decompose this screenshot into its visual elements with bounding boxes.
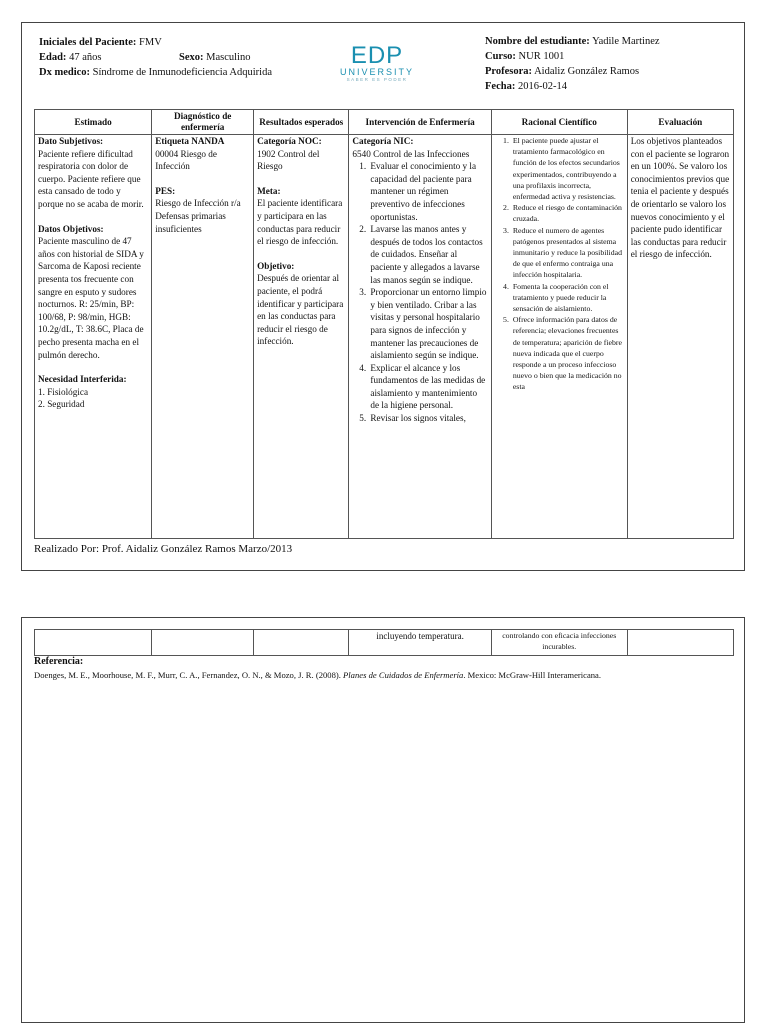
intervencion-cell-cont: incluyendo temperatura. <box>349 630 491 656</box>
age-sex-line <box>39 50 289 65</box>
sex-value: Masculino <box>206 52 251 63</box>
intervention-list <box>352 160 487 424</box>
sex-label: Sexo: <box>179 52 204 63</box>
rationale-list <box>495 135 624 393</box>
objective-data-title: Datos Objetivos: <box>38 223 104 234</box>
list-item: 1. Evaluar el conocimiento y la capacidad del paciente para mantener un régimen preventivo de infecciones oportunistas. <box>368 160 487 223</box>
resultados-cell-cont <box>254 630 349 656</box>
header-estimado: Estimado <box>35 110 152 135</box>
list-item: 3. Reduce el numero de agentes patógenos presentados al sistema inmunitario y reduce la posibilidad de que el enfermo contraiga una infección hospitalaria. <box>511 225 624 281</box>
noc-title: Categoría NOC: <box>257 136 322 146</box>
racional-cell <box>491 135 627 539</box>
list-item: 2. Lavarse las manos antes y después de todos los contactos de cuidados. Enseñar al paciente y allegados a lavarse las manos según se indique. <box>368 223 487 286</box>
student-label: Nombre del estudiante: <box>485 36 590 47</box>
professor-label: Profesora: <box>485 66 533 77</box>
list-item: 4. Explicar el alcance y los fundamentos de las medidas de aislamiento y mantenimiento de la higiene personal. <box>368 362 487 412</box>
document-page-1 <box>21 22 745 571</box>
document-page-2 <box>21 617 745 1023</box>
patient-initials-label: Iniciales del Paciente: <box>39 37 137 48</box>
pes-text: Riesgo de Infección r/a Defensas primarias insuficientes <box>155 198 241 234</box>
list-item: 4. Fomenta la cooperación con el tratamiento y puede reducir la sensación de aislamiento. <box>511 281 624 315</box>
header-racional: Racional Científico <box>491 110 627 135</box>
estimado-cell <box>35 135 152 539</box>
intervencion-cell <box>349 135 491 539</box>
meta-text: El paciente identificara y participara en las conductas para reducir el riesgo de infección. <box>257 198 343 247</box>
pes-title: PES: <box>155 185 176 196</box>
reference-book-title: Planes de Cuidados de Enfermería <box>343 670 464 680</box>
need-item: 1. Fisiológica <box>38 386 89 397</box>
diagnostico-cell-cont <box>152 630 254 656</box>
outcome-objective-title: Objetivo: <box>257 260 295 271</box>
dx-label: Dx medico: <box>39 67 91 78</box>
reference-title: Referencia: <box>34 656 84 667</box>
diagnostico-cell <box>152 135 254 539</box>
age-label: Edad: <box>39 52 67 63</box>
reference-text <box>34 670 734 680</box>
meta-title: Meta: <box>257 185 281 196</box>
date-value: 2016-02-14 <box>517 81 567 92</box>
list-item: 2. Reduce el riesgo de contaminación cruzada. <box>511 202 624 224</box>
patient-initials: FMV <box>139 37 162 48</box>
racional-cell-cont: controlando con eficacia infecciones incurables. <box>491 630 627 656</box>
reference-publisher: . Mexico: McGraw-Hill Interamericana. <box>463 670 602 680</box>
patient-initials-line <box>39 35 289 50</box>
header-resultados: Resultados esperados <box>254 110 349 135</box>
student-info <box>485 34 735 94</box>
logo-tagline: SABER ES PODER <box>346 77 408 82</box>
noc-text: 1902 Control del Riesgo <box>257 148 320 172</box>
dx-value: Síndrome de Inmunodeficiencia Adquirida <box>92 67 272 78</box>
list-item: 5. Revisar los signos vitales, <box>368 412 487 425</box>
student-name: Yadile Martinez <box>592 36 660 47</box>
table-row <box>35 630 734 656</box>
header-intervencion: Intervención de Enfermería <box>349 110 491 135</box>
evaluacion-cell-cont <box>627 630 733 656</box>
care-plan-table <box>34 109 734 539</box>
outcome-objective-text: Después de orientar al paciente, el podrá identificar y participara en las conductas para reducir el riesgo de infección. <box>257 273 344 347</box>
header-evaluacion: Evaluación <box>627 110 733 135</box>
logo-name: EDP <box>350 42 404 69</box>
dx-line <box>39 65 289 80</box>
care-plan-table-continued <box>34 629 734 656</box>
resultados-cell <box>254 135 349 539</box>
age-value: 47 años <box>69 52 102 63</box>
date-label: Fecha: <box>485 81 516 92</box>
table-header-row <box>35 110 734 135</box>
professor-value: Aidaliz González Ramos <box>534 66 640 77</box>
need-item: 2. Seguridad <box>38 399 85 410</box>
reference-authors: Doenges, M. E., Moorhouse, M. F., Murr, C. A., Fernandez, O. N., & Mozo, J. R. (2008). <box>34 670 341 680</box>
nanda-title: Etiqueta NANDA <box>155 136 225 146</box>
evaluacion-cell <box>627 135 733 539</box>
table-row <box>35 135 734 539</box>
nanda-text: 00004 Riesgo de Infección <box>155 148 217 172</box>
estimado-cell-cont <box>35 630 152 656</box>
list-item: 5. Ofrece información para datos de referencia; elevaciones frecuentes de temperatura; aparición de fiebre nueva indicada que el cuerpo responde a un proceso infeccioso nuevo o bien que la medicación no esta <box>511 314 624 392</box>
patient-info <box>39 35 289 80</box>
edp-university-logo <box>327 42 427 83</box>
list-item: 3. Proporcionar un entorno limpio y bien ventilado. Cribar a las visitas y personal hospitalario para signos de infección y mantener las precauciones de aislamiento según se indique. <box>368 286 487 362</box>
header-diagnostico: Diagnóstico de enfermería <box>152 110 254 135</box>
footer-note: Realizado Por: Prof. Aidaliz González Ramos Marzo/2013 <box>34 543 293 555</box>
nic-title: Categoría NIC: <box>352 136 414 146</box>
subjective-title: Dato Subjetivos: <box>38 136 104 146</box>
subjective-text: Paciente refiere dificultad respiratoria con dolor de cuerpo. Paciente refiere que esta cansado de todo y porque no se acaba de morir. <box>38 148 144 209</box>
logo-subtitle: UNIVERSITY <box>339 67 414 77</box>
list-item: 1. El paciente puede ajustar el tratamiento farmacológico en función de los efectos secundarios experimentados, contribuyendo a una profilaxis incorrecta, enfermedad activa y resistencias. <box>511 135 624 202</box>
course-label: Curso: <box>485 51 516 62</box>
evaluation-text: Los objetivos planteados con el paciente se lograron en un 100%. Se valoro los conocimientos previos que tenia el paciente y después de orientarlo se valoro los nuevos conocimiento y el paciente pudo identificar las conductas para reducir el riesgo de infección. <box>630 136 730 260</box>
nic-text: 6540 Control de las Infecciones <box>352 148 470 159</box>
need-title: Necesidad Interferida: <box>38 374 127 385</box>
course-value: NUR 1001 <box>518 51 565 62</box>
objective-data-text: Paciente masculino de 47 años con historial de SIDA y Sarcoma de Kaposi reciente presenta tos frecuente con sangre en esputo y sudores nocturnos. R: 25/min, BP: 100/68, P: 98/min, HGB: 10.2g/dL, T: 38.6C, Placa de pecho presenta macha en el pulmón derecho. <box>38 236 144 360</box>
